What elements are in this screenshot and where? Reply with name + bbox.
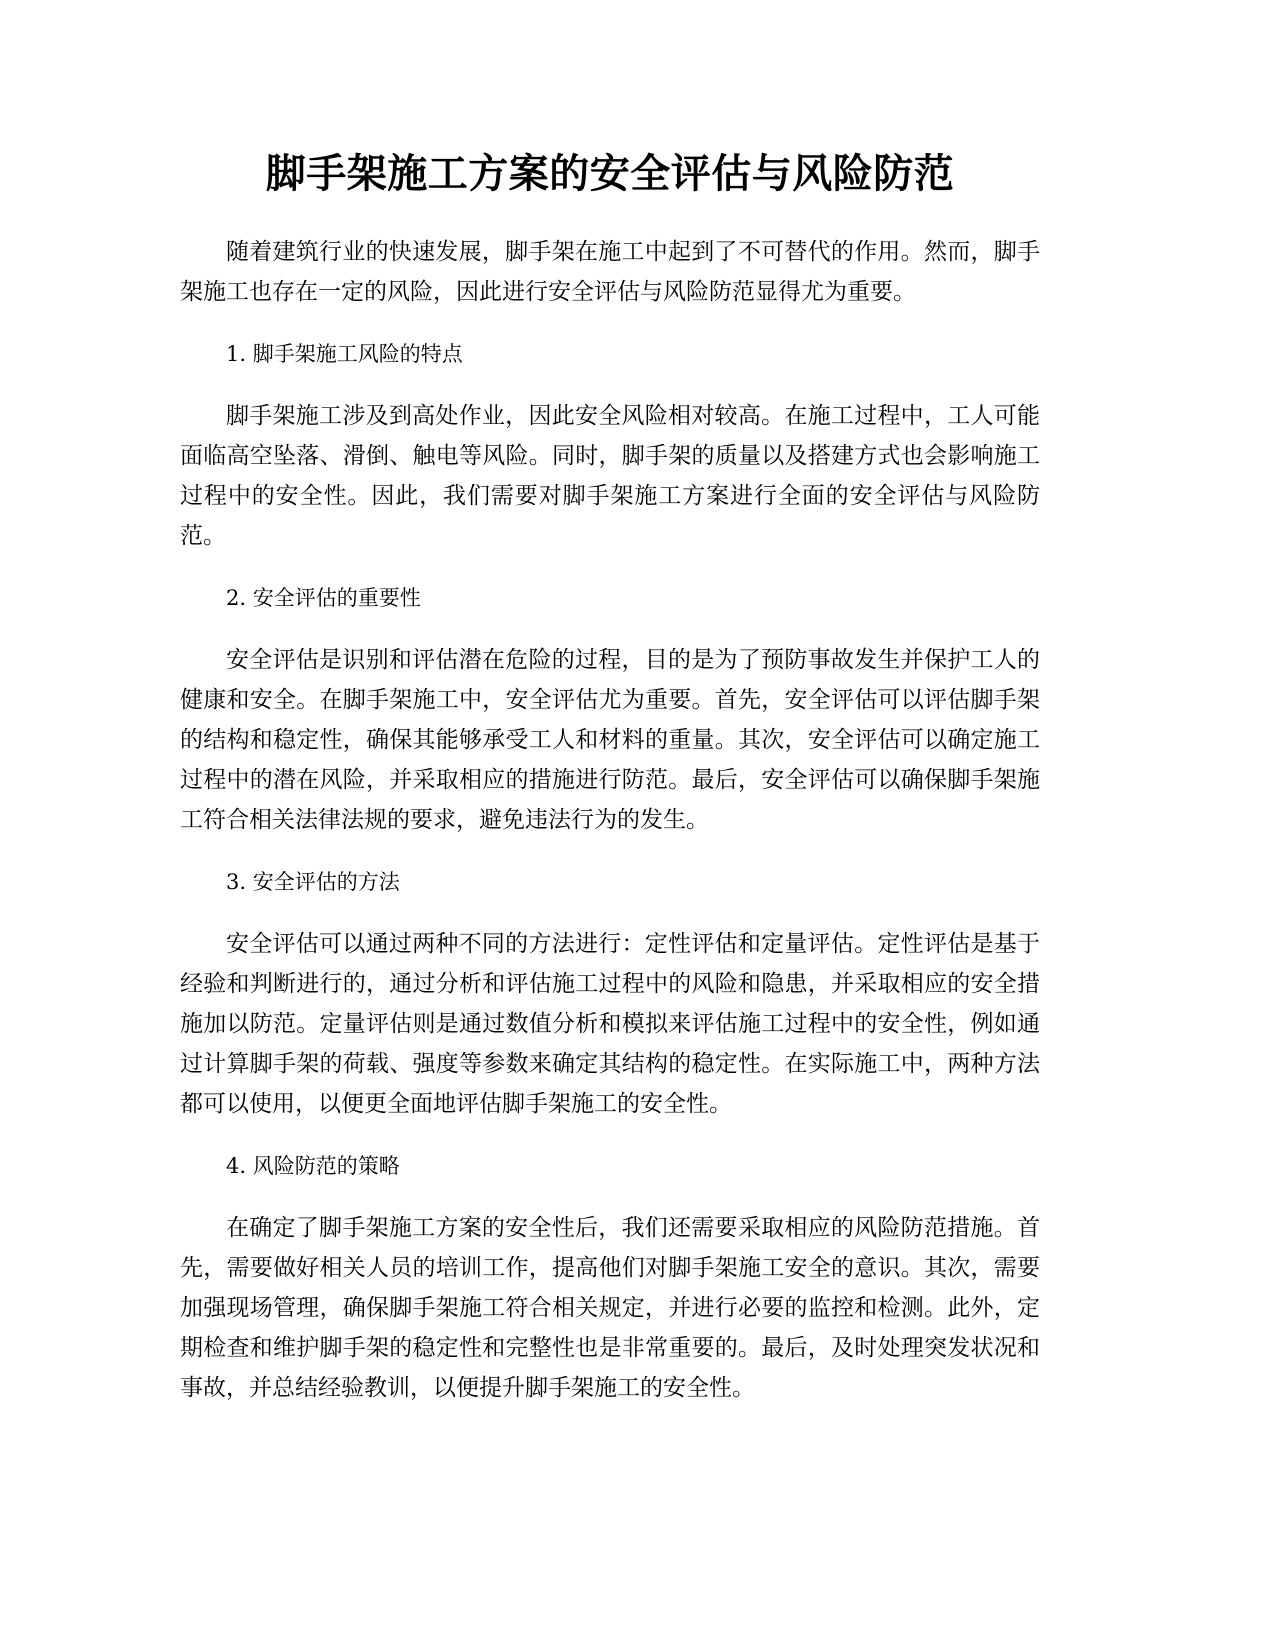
section-paragraph-1: 脚手架施工涉及到高处作业，因此安全风险相对较高。在施工过程中，工人可能面临高空坠落、滑倒、触电等风险。同时，脚手架的质量以及搭建方式也会影响施工过程中的安全性。因此，我们需要对脚手架施工方案进行全面的安全评估与风险防范。 <box>180 403 1040 549</box>
section-paragraph-4: 在确定了脚手架施工方案的安全性后，我们还需要采取相应的风险防范措施。首先，需要做好相关人员的培训工作，提高他们对脚手架施工安全的意识。其次，需要加强现场管理，确保脚手架施工符合相关规定，并进行必要的监控和检测。此外，定期检查和维护脚手架的稳定性和完整性也是非常重要的。最后，及时处理突发状况和事故，并总结经验教训，以便提升脚手架施工的安全性。 <box>180 1215 1040 1401</box>
section-heading-3: 3. 安全评估的方法 <box>226 870 400 894</box>
section-heading-1: 1. 脚手架施工风险的特点 <box>226 342 463 366</box>
document-title: 脚手架施工方案的安全评估与风险防范 <box>265 151 955 197</box>
intro-paragraph: 随着建筑行业的快速发展，脚手架在施工中起到了不可替代的作用。然而，脚手架施工也存在一定的风险，因此进行安全评估与风险防范显得尤为重要。 <box>180 239 1040 305</box>
document-body <box>180 232 1040 1430</box>
section-paragraph-2: 安全评估是识别和评估潜在危险的过程，目的是为了预防事故发生并保护工人的健康和安全。在脚手架施工中，安全评估尤为重要。首先，安全评估可以评估脚手架的结构和稳定性，确保其能够承受工人和材料的重量。其次，安全评估可以确定施工过程中的潜在风险，并采取相应的措施进行防范。最后，安全评估可以确保脚手架施工符合相关法律法规的要求，避免违法行为的发生。 <box>180 647 1040 833</box>
section-heading-4: 4. 风险防范的策略 <box>226 1154 400 1178</box>
section-paragraph-3: 安全评估可以通过两种不同的方法进行：定性评估和定量评估。定性评估是基于经验和判断进行的，通过分析和评估施工过程中的风险和隐患，并采取相应的安全措施加以防范。定量评估则是通过数值分析和模拟来评估施工过程中的安全性，例如通过计算脚手架的荷载、强度等参数来确定其结构的稳定性。在实际施工中，两种方法都可以使用，以便更全面地评估脚手架施工的安全性。 <box>180 931 1040 1117</box>
section-heading-2: 2. 安全评估的重要性 <box>226 586 421 610</box>
